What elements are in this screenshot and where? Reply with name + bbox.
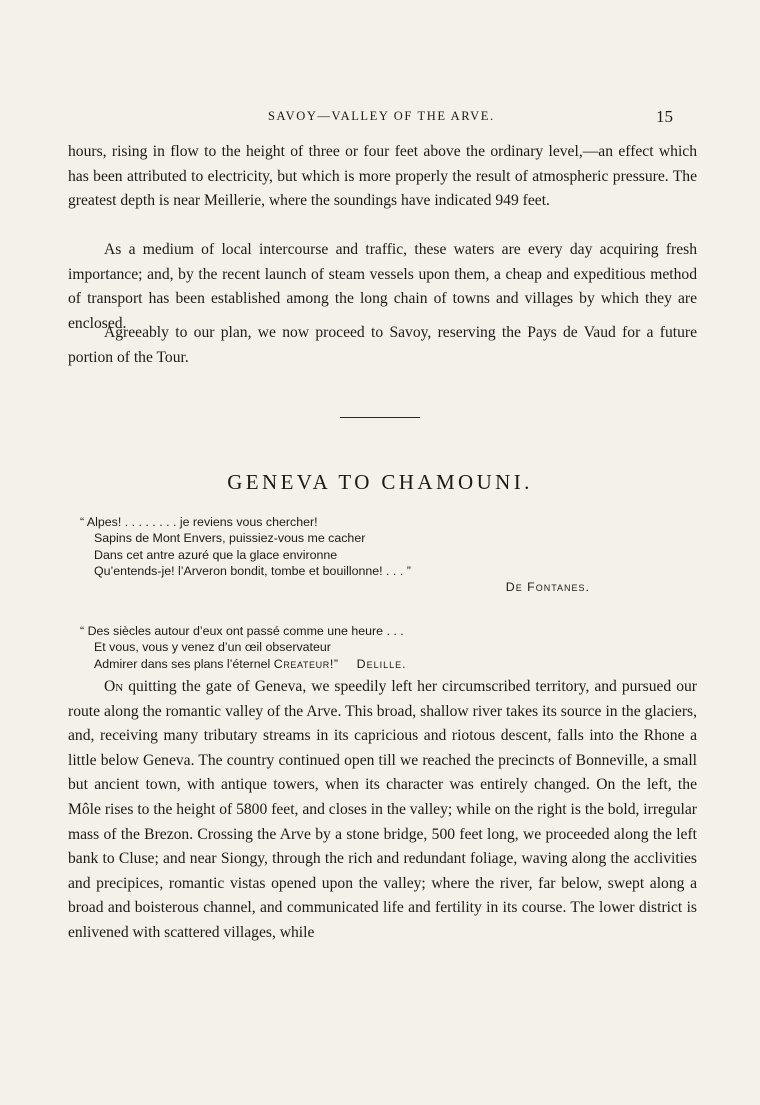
verse-text: Admirer dans ses plans l’éternel: [94, 656, 271, 671]
verse-line-final: [80, 656, 590, 672]
verse-line: Sapins de Mont Envers, puissiez-vous me cacher: [94, 531, 366, 546]
epigraph-attribution: De Fontanes.: [505, 580, 590, 595]
verse-line: “ Des siècles autour d’eux ont passé comme une heure . . .: [80, 624, 404, 638]
verse-line: “ Alpes! . . . . . . . . je reviens vous chercher!: [80, 515, 318, 529]
verse-emphasis: Createur!”: [273, 656, 339, 671]
paragraph-body: quitting the gate of Geneva, we speedily left her circumscribed territory, and pursued our route along the romantic valley of the Arve. This broad, shallow river takes its source in the glaciers, and, receiving many tributary streams in its capricious and riotous descent, falls into the Rhone a little below Geneva. The country continued open till we reached the precincts of Bonneville, a small but ancient town, with antique towers, when its character was entirely changed. On the left, the Môle rises to the height of 5800 feet, and closes in the valley; while on the right is the bold, irregular mass of the Brezon. Crossing the Arve by a stone bridge, 500 feet long, we proceeded along the left bank to Cluse; and near Siongy, through the rich and redundant foliage, waving along the acclivities and precipices, romantic vistas opened upon the valley; where the river, far below, swept along a broad and boisterous channel, and communicated life and fertility in its course. The lower district is enlivened with scattered villages, while: [68, 678, 697, 941]
paragraph-journey: [68, 675, 697, 946]
section-divider: [340, 417, 420, 418]
epigraph-attribution: Delille.: [356, 656, 407, 671]
verse-line: Qu’entends-je! l’Arveron bondit, tombe et bouillonne! . . . ”: [94, 563, 411, 578]
paragraph-continuation: hours, rising in flow to the height of three or four feet above the ordinary level,—an effect which has been attributed to electricity, but which is more properly the result of atmospheric pressure. The greatest depth is near Meillerie, where the soundings have indicated 949 feet.: [68, 143, 697, 210]
verse-line: Dans cet antre azuré que la glace environne: [94, 547, 338, 562]
epigraph-delille: [80, 623, 590, 672]
paragraph-plan: Agreeably to our plan, we now proceed to Savoy, reserving the Pays de Vaud for a future portion of the Tour.: [68, 324, 697, 366]
running-head: [0, 107, 760, 129]
page-number: 15: [656, 107, 673, 126]
lead-word: On: [104, 678, 124, 695]
epigraph-fontanes: [80, 514, 590, 595]
running-title: SAVOY—VALLEY OF THE ARVE.: [268, 109, 495, 123]
section-title: GENEVA TO CHAMOUNI.: [227, 470, 533, 494]
paragraph-intercourse: As a medium of local intercourse and traffic, these waters are every day acquiring fresh importance; and, by the recent launch of steam vessels upon them, a cheap and expeditious method of transport has been established among the long chain of towns and villages by which they are enclosed.: [68, 241, 697, 332]
verse-line: Et vous, vous y venez d’un œil observateur: [94, 640, 331, 655]
